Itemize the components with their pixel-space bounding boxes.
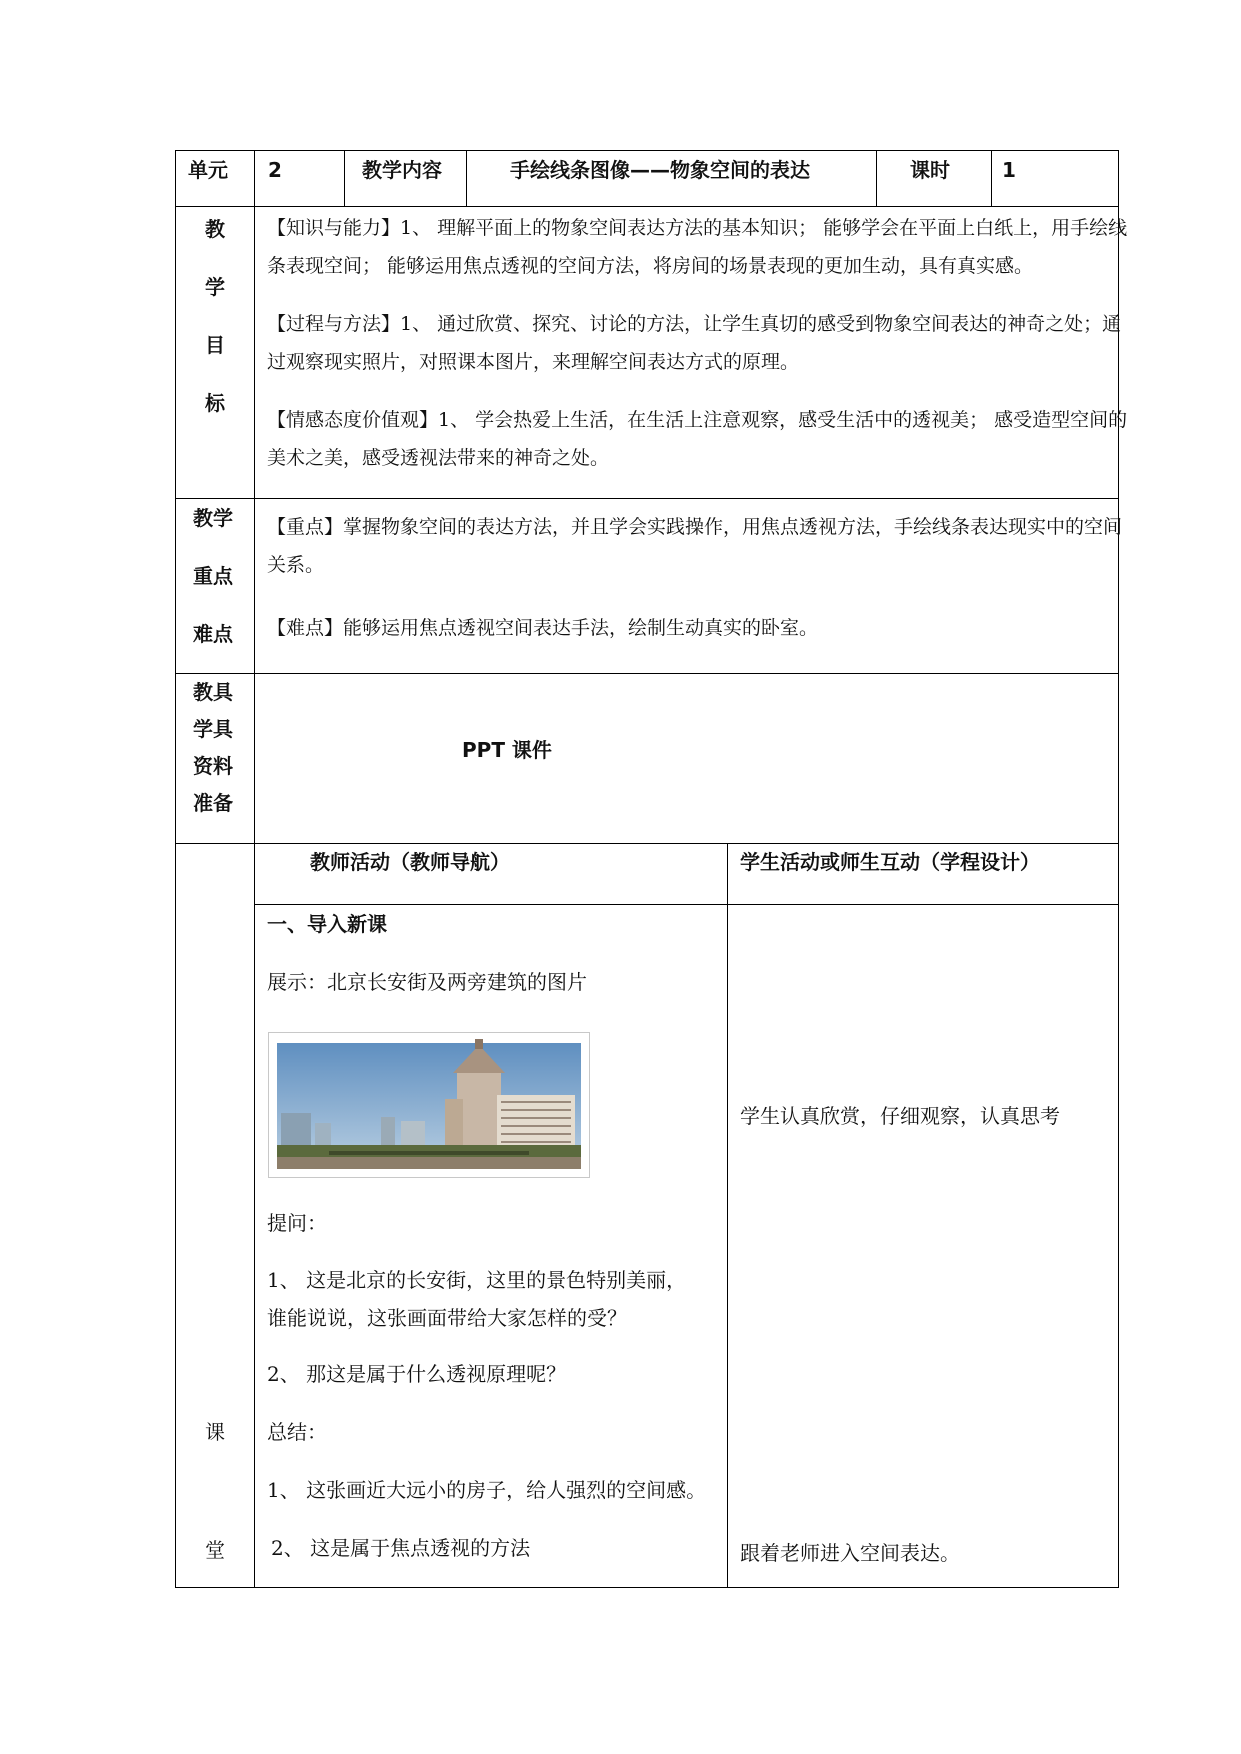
table-col-divider — [254, 150, 255, 1588]
question-1-line: 谁能说说，这张画面带给大家怎样的受？ — [267, 1306, 627, 1330]
table-border-left — [175, 150, 176, 1588]
keypoints-label: 教学 — [193, 506, 233, 530]
objective-text-line: 过观察现实照片，对照课本图片，来理解空间表达方式的原理。 — [267, 351, 800, 373]
table-col-divider — [727, 843, 728, 1588]
materials-label: 学具 — [193, 717, 233, 741]
changan-street-photo — [268, 1032, 590, 1178]
summary-2: 2、 这是属于焦点透视的方法 — [271, 1536, 531, 1560]
table-row-divider — [175, 673, 1119, 674]
table-border-top — [175, 150, 1119, 151]
table-row-divider — [175, 843, 1119, 844]
table-col-divider — [344, 150, 345, 207]
keypoint-text-line: 【难点】能够运用焦点透视空间表达手法，绘制生动真实的卧室。 — [267, 617, 819, 639]
materials-value: PPT 课件 — [462, 738, 552, 762]
table-border-right — [1118, 150, 1119, 1588]
objectives-label-char: 目 — [205, 333, 225, 357]
question-label: 提问： — [267, 1211, 327, 1235]
objectives-label-char: 教 — [205, 217, 225, 241]
summary-1: 1、 这张画近大远小的房子，给人强烈的空间感。 — [267, 1478, 707, 1502]
objective-text-line: 美术之美，感受透视法带来的神奇之处。 — [267, 447, 610, 469]
show-text: 展示：北京长安街及两旁建筑的图片 — [267, 970, 587, 994]
table-col-divider — [876, 150, 877, 207]
section-title: 一、导入新课 — [267, 912, 387, 936]
objective-text-line: 【过程与方法】1、 通过欣赏、探究、讨论的方法，让学生真切的感受到物象空间表达的神奇之处；通 — [267, 313, 1122, 335]
unit-value: 2 — [268, 158, 282, 182]
question-2: 2、 那这是属于什么透视原理呢？ — [267, 1362, 567, 1386]
materials-label: 准备 — [193, 791, 233, 815]
content-value: 手绘线条图像——物象空间的表达 — [510, 158, 810, 182]
table-row-divider — [175, 206, 1119, 207]
objective-text-line: 条表现空间； 能够运用焦点透视的空间方法，将房间的场景表现的更加生动，具有真实感。 — [267, 255, 1034, 277]
class-side-label-char: 堂 — [205, 1538, 225, 1562]
student-activity-header: 学生活动或师生互动（学程设计） — [740, 850, 1040, 874]
period-value: 1 — [1002, 158, 1016, 182]
keypoints-label: 重点 — [193, 564, 233, 588]
table-col-divider — [991, 150, 992, 207]
table-border-bottom — [175, 1587, 1119, 1588]
objective-text-line: 【情感态度价值观】1、 学会热爱上生活，在生活上注意观察，感受生活中的透视美； 感受造型空间的 — [267, 409, 1128, 431]
keypoint-text-line: 【重点】掌握物象空间的表达方法，并且学会实践操作，用焦点透视方法，手绘线条表达现实中的空间 — [267, 516, 1123, 538]
content-label: 教学内容 — [362, 158, 442, 182]
student-activity-line: 跟着老师进入空间表达。 — [740, 1541, 960, 1565]
question-1-line: 1、 这是北京的长安街，这里的景色特别美丽， — [267, 1268, 687, 1292]
keypoints-label: 难点 — [193, 622, 233, 646]
summary-label: 总结： — [267, 1420, 327, 1444]
objectives-label-char: 学 — [205, 275, 225, 299]
class-side-label-char: 课 — [205, 1420, 225, 1444]
table-col-divider — [466, 150, 467, 207]
unit-label: 单元 — [188, 158, 228, 182]
keypoint-text-line: 关系。 — [267, 554, 325, 576]
period-label: 课时 — [910, 158, 950, 182]
student-activity-line: 学生认真欣赏，仔细观察，认真思考 — [740, 1104, 1060, 1128]
materials-label: 资料 — [193, 754, 233, 778]
table-row-divider — [175, 498, 1119, 499]
materials-label: 教具 — [193, 680, 233, 704]
objective-text-line: 【知识与能力】1、 理解平面上的物象空间表达方法的基本知识； 能够学会在平面上白纸上，用手绘线 — [267, 217, 1128, 239]
teacher-activity-header: 教师活动（教师导航） — [310, 850, 510, 874]
table-row-divider — [254, 904, 1119, 905]
objectives-label-char: 标 — [205, 391, 225, 415]
